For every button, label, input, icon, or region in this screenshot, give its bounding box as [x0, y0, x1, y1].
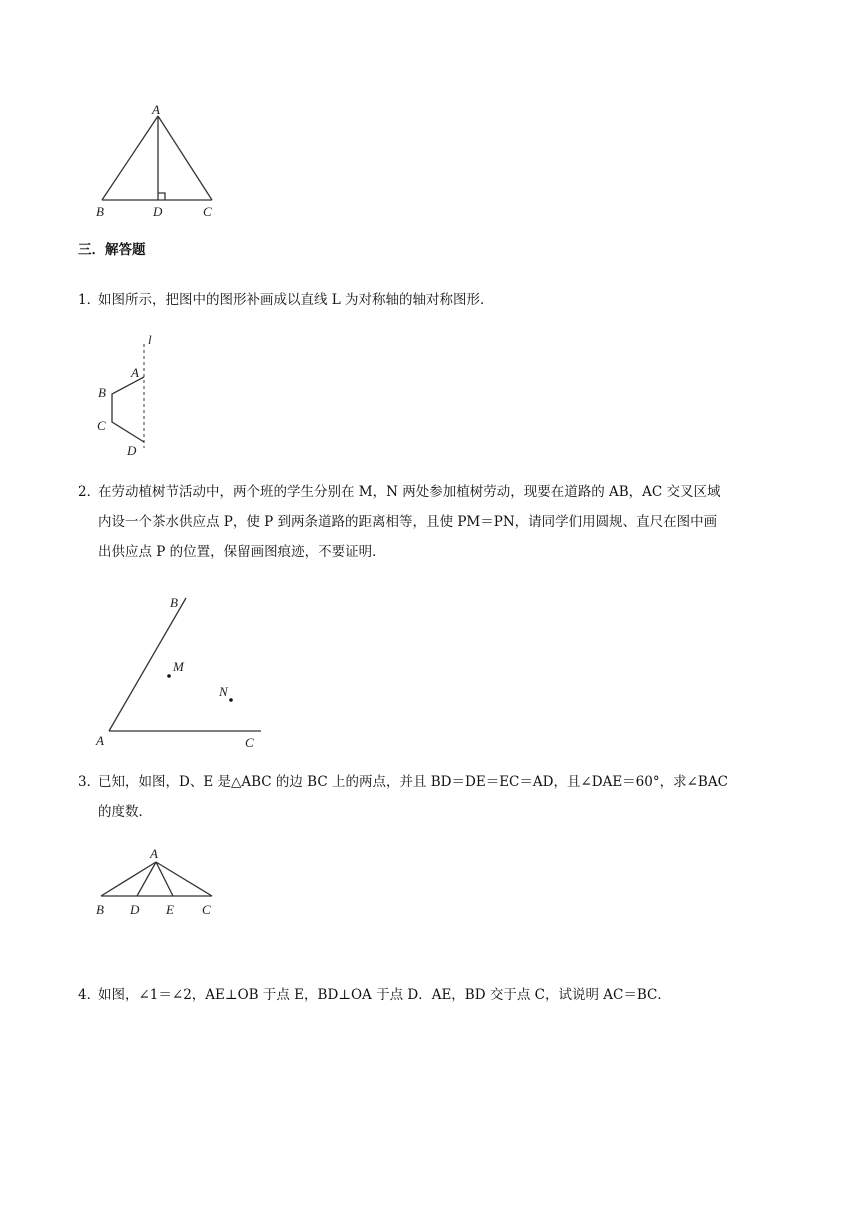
- point-label-d: D: [127, 443, 137, 458]
- point-label-b: B: [98, 385, 106, 400]
- point-label-e: E: [166, 902, 174, 917]
- vertex-label-a: A: [152, 102, 160, 117]
- triangle-altitude-figure: [90, 100, 230, 225]
- section-title: 三．解答题: [78, 242, 146, 258]
- vertex-label-d: D: [153, 204, 163, 219]
- vertex-label-a: A: [150, 846, 158, 861]
- point-label-c: C: [202, 902, 211, 917]
- point-label-m: M: [173, 659, 184, 674]
- question-number: 1．: [78, 292, 101, 308]
- question-text-line-3: 出供应点 P 的位置，保留画图痕迹，不要证明．: [98, 544, 386, 560]
- triangle-bc-figure: [90, 842, 230, 922]
- question-4: [78, 980, 784, 1010]
- point-label-c: C: [245, 735, 254, 750]
- question-1: [78, 285, 784, 315]
- point-label-c: C: [97, 418, 106, 433]
- question-text: 如图所示，把图中的图形补画成以直线 L 为对称轴的轴对称图形．: [98, 292, 494, 308]
- question-text-line-2: 的度数．: [98, 804, 152, 820]
- point-label-d: D: [130, 902, 140, 917]
- roads-figure: [90, 590, 280, 755]
- question-text-line-1: 在劳动植树节活动中，两个班的学生分别在 M，N 两处参加植树劳动，现要在道路的 AB，AC 交叉区域: [98, 484, 721, 500]
- point-n-dot: [229, 698, 233, 702]
- question-2: [78, 477, 784, 567]
- vertex-label-c: C: [203, 204, 212, 219]
- point-label-a: A: [96, 733, 104, 748]
- symmetry-figure: [90, 330, 170, 460]
- vertex-label-b: B: [96, 204, 104, 219]
- question-number: 3．: [78, 774, 101, 790]
- question-text-line-1: 已知，如图，D、E 是△ABC 的边 BC 上的两点，并且 BD＝DE＝EC＝AD，且∠DAE＝60°，求∠BAC: [98, 774, 728, 790]
- axis-label-l: l: [148, 332, 152, 347]
- question-3: [78, 767, 784, 827]
- question-number: 2．: [78, 484, 101, 500]
- point-label-b: B: [96, 902, 104, 917]
- question-number: 4．: [78, 987, 101, 1003]
- point-label-n: N: [219, 684, 228, 699]
- question-text: 如图，∠1＝∠2，AE⊥OB 于点 E，BD⊥OA 于点 D．AE，BD 交于点 C，试说明 AC＝BC．: [98, 987, 671, 1003]
- point-label-b: B: [170, 595, 178, 610]
- point-label-a: A: [131, 365, 139, 380]
- question-text-line-2: 内设一个茶水供应点 P，使 P 到两条道路的距离相等，且使 PM＝PN，请同学们用圆规、直尺在图中画: [98, 514, 718, 530]
- point-m-dot: [167, 674, 171, 678]
